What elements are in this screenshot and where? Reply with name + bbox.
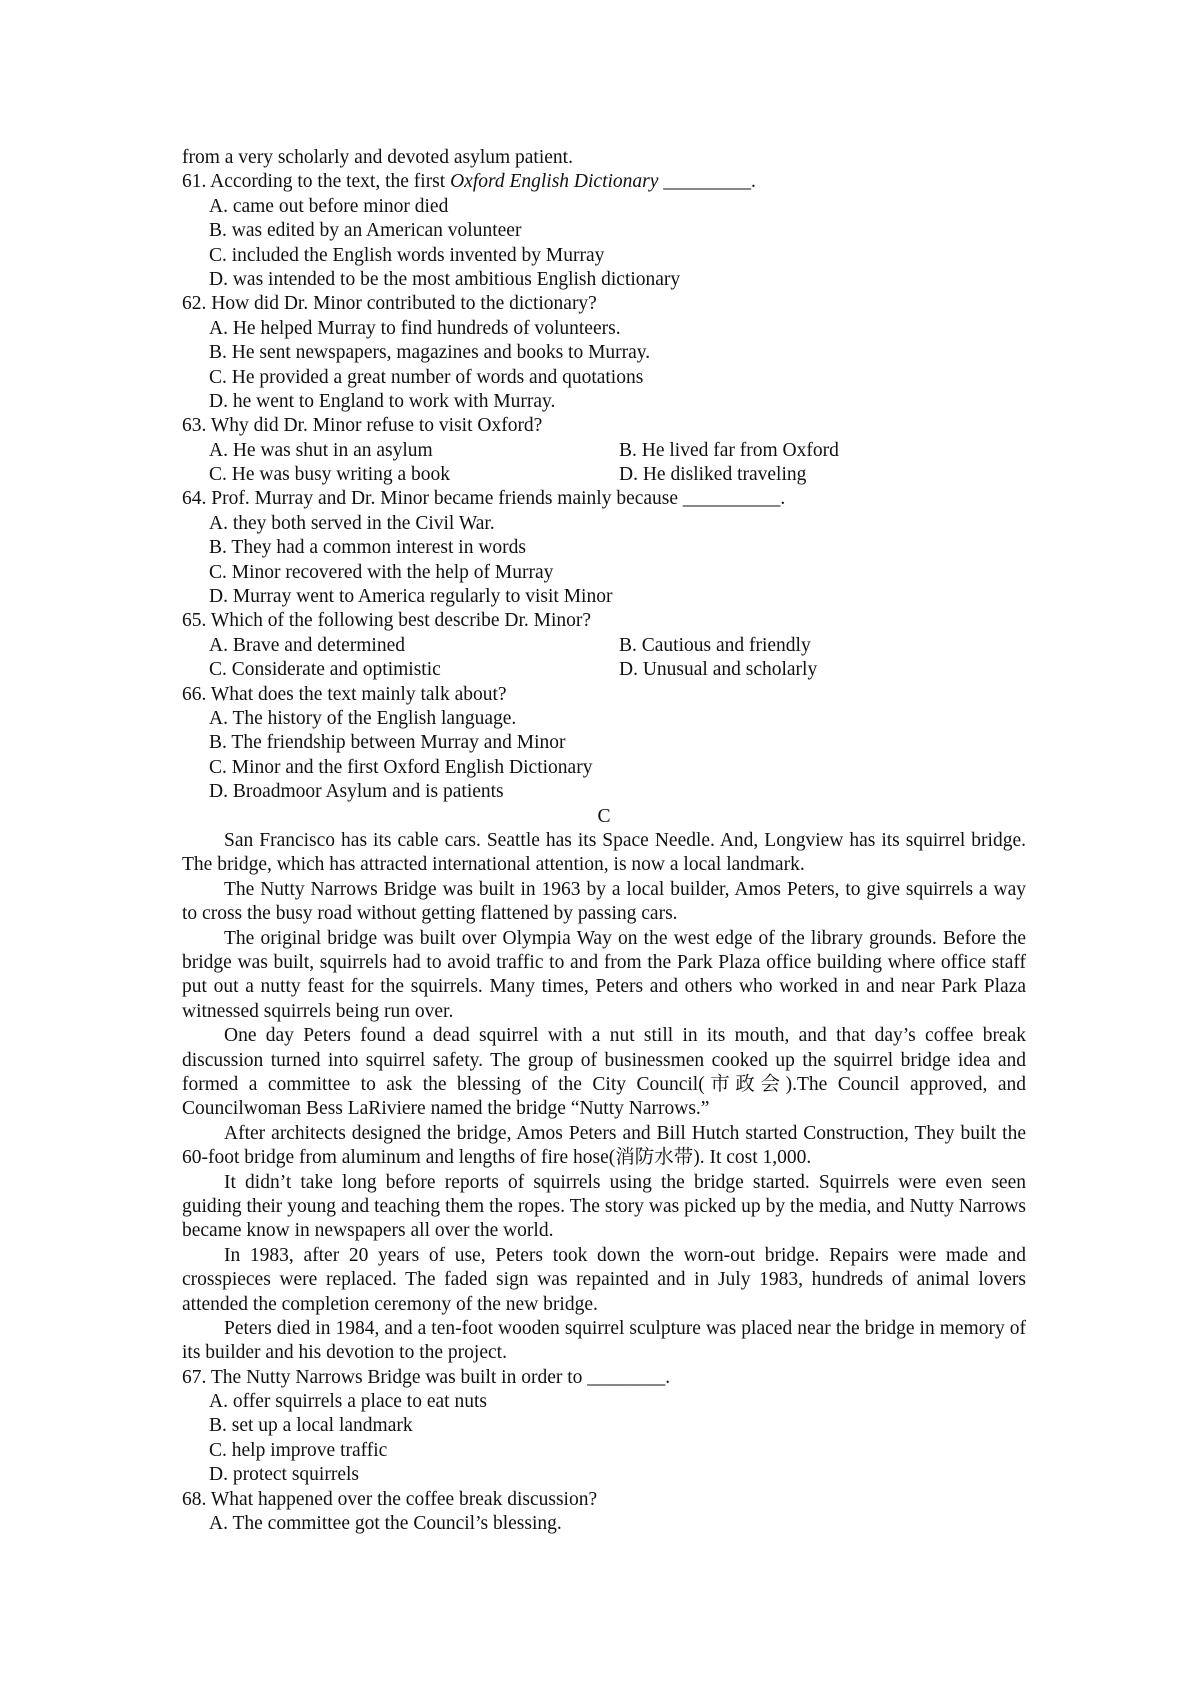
exam-page: [182, 146, 1026, 1536]
q61-option-c: C. included the English words invented by Murray: [209, 244, 605, 266]
passage-paragraph-4: One day Peters found a dead squirrel with a nut still in its mouth, and that day’s coffee break discussion turned into squirrel safety. The group of businessmen cooked up the squirrel bridge idea and formed a committee to ask the blessing of the City Council(市政会).The Council approved, and Councilwoman Bess LaRiviere named the bridge “Nutty Narrows.”: [182, 1025, 1026, 1120]
q62-option-d: D. he went to England to work with Murray.: [209, 390, 556, 412]
q66-option-b: B. The friendship between Murray and Minor: [209, 732, 566, 754]
q63-option-c: C. He was busy writing a book: [209, 464, 451, 486]
question-66-stem: 66. What does the text mainly talk about?: [182, 683, 507, 705]
passage-paragraph-3: The original bridge was built over Olympia Way on the west edge of the library grounds. Before the bridge was built, squirrels had to avoid traffic to and from the Park Plaza office building where office staff put out a nutty feast for the squirrels. Many times, Peters and others who worked in and near Park Plaza witnessed squirrels being run over.: [182, 927, 1026, 1022]
q61-option-b: B. was edited by an American volunteer: [209, 220, 522, 242]
q66-option-a: A. The history of the English language.: [209, 707, 517, 729]
q64-option-d: D. Murray went to America regularly to visit Minor: [209, 586, 613, 608]
q68-option-a: A. The committee got the Council’s blessing.: [209, 1513, 562, 1535]
q65-option-d: D. Unusual and scholarly: [619, 659, 818, 681]
passage-paragraph-6: It didn’t take long before reports of squirrels using the bridge started. Squirrels were even seen guiding their young and teaching them the ropes. The story was picked up by the media, and Nutty Narrows became know in newspapers all over the world.: [182, 1171, 1026, 1242]
passage-paragraph-1: San Francisco has its cable cars. Seattle has its Space Needle. And, Longview has its squirrel bridge. The bridge, which has attracted international attention, is now a local landmark.: [182, 829, 1026, 876]
q66-option-c: C. Minor and the first Oxford English Dictionary: [209, 756, 593, 778]
q61-stem-before: 61. According to the text, the first: [182, 171, 451, 193]
question-63-stem: 63. Why did Dr. Minor refuse to visit Oxford?: [182, 415, 543, 437]
passage-paragraph-8: Peters died in 1984, and a ten-foot wooden squirrel sculpture was placed near the bridge in memory of its builder and his devotion to the project.: [182, 1317, 1026, 1364]
q67-option-d: D. protect squirrels: [209, 1464, 360, 1486]
q61-option-a: A. came out before minor died: [209, 195, 449, 217]
q65-options-row-1: [182, 634, 1026, 658]
question-61-stem: [182, 170, 1026, 194]
intro-line: from a very scholarly and devoted asylum patient.: [182, 147, 573, 168]
q67-option-a: A. offer squirrels a place to eat nuts: [209, 1391, 487, 1413]
q63-option-a: A. He was shut in an asylum: [209, 439, 433, 461]
q63-options-row-1: [182, 439, 1026, 463]
q63-option-b: B. He lived far from Oxford: [619, 439, 839, 461]
q67-option-b: B. set up a local landmark: [209, 1415, 413, 1437]
q65-options-row-2: [182, 658, 1026, 682]
q63-option-d: D. He disliked traveling: [619, 464, 807, 486]
q65-option-b: B. Cautious and friendly: [619, 634, 811, 656]
q64-option-b: B. They had a common interest in words: [209, 537, 526, 559]
question-65-stem: 65. Which of the following best describe Dr. Minor?: [182, 610, 592, 632]
passage-paragraph-5: After architects designed the bridge, Amos Peters and Bill Hutch started Construction, They built the 60-foot bridge from aluminum and lengths of fire hose(消防水带). It cost 1,000.: [182, 1122, 1026, 1169]
question-62-stem: 62. How did Dr. Minor contributed to the dictionary?: [182, 293, 597, 315]
q61-stem-after: _________.: [658, 171, 756, 193]
question-68-stem: 68. What happened over the coffee break discussion?: [182, 1488, 598, 1510]
q63-options-row-2: [182, 463, 1026, 487]
q65-option-a: A. Brave and determined: [209, 634, 406, 656]
q62-option-c: C. He provided a great number of words and quotations: [209, 366, 644, 388]
passage-paragraph-7: In 1983, after 20 years of use, Peters took down the worn-out bridge. Repairs were made and crosspieces were replaced. The faded sign was repainted and in July 1983, hundreds of animal lovers attended the completion ceremony of the new bridge.: [182, 1244, 1026, 1315]
question-67-stem: 67. The Nutty Narrows Bridge was built in order to ________.: [182, 1366, 671, 1388]
q64-option-c: C. Minor recovered with the help of Murray: [209, 561, 554, 583]
q61-option-d: D. was intended to be the most ambitious English dictionary: [209, 268, 681, 290]
q65-option-c: C. Considerate and optimistic: [209, 659, 441, 681]
q62-option-b: B. He sent newspapers, magazines and books to Murray.: [209, 342, 651, 364]
question-64-stem: 64. Prof. Murray and Dr. Minor became friends mainly because __________.: [182, 488, 786, 510]
q66-option-d: D. Broadmoor Asylum and is patients: [209, 781, 504, 803]
passage-paragraph-2: The Nutty Narrows Bridge was built in 1963 by a local builder, Amos Peters, to give squirrels a way to cross the busy road without getting flattened by passing cars.: [182, 878, 1026, 925]
q62-option-a: A. He helped Murray to find hundreds of volunteers.: [209, 317, 621, 339]
section-c-heading: C: [597, 805, 611, 827]
q67-option-c: C. help improve traffic: [209, 1439, 388, 1461]
q61-stem-italic: Oxford English Dictionary: [450, 171, 659, 193]
q64-option-a: A. they both served in the Civil War.: [209, 512, 495, 534]
